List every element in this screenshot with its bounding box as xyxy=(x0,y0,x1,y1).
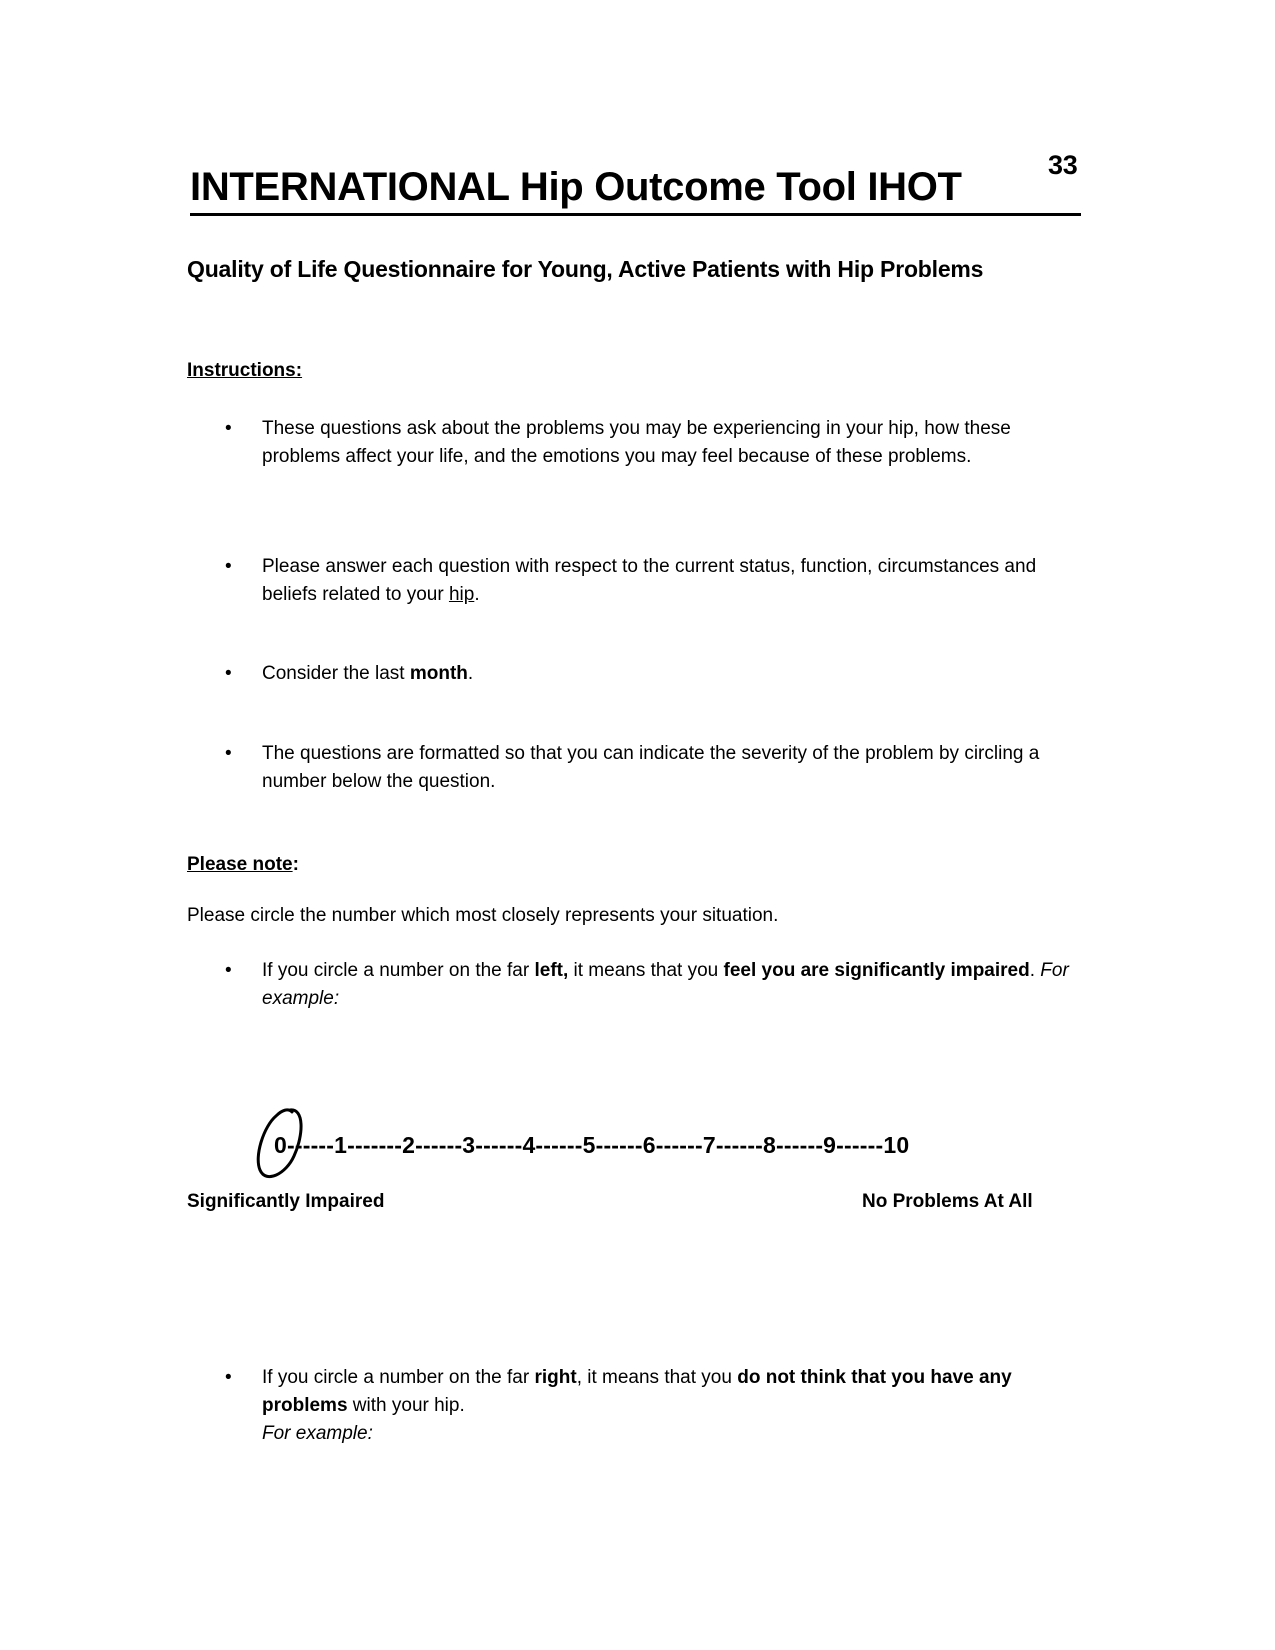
note-intro: Please circle the number which most closely represents your situation. xyxy=(187,905,779,926)
bullet-icon: • xyxy=(225,418,232,439)
bullet-icon: • xyxy=(225,556,232,577)
bullet-icon: • xyxy=(225,743,232,764)
right-example-i1: For example: xyxy=(262,1423,373,1444)
document-title xyxy=(190,150,1081,209)
left-example-t2: it means that you xyxy=(568,960,724,981)
instruction-item-3-end: . xyxy=(467,663,474,684)
instruction-item-2-end: . xyxy=(474,584,480,605)
left-example-b2: feel you are significantly impaired xyxy=(723,960,1030,981)
note-heading xyxy=(187,854,299,876)
title-underline xyxy=(190,213,1081,216)
instruction-item-4: The questions are formatted so that you can indicate the severity of the problem by circling a number below the question. xyxy=(262,743,1040,792)
hand-drawn-circle-icon xyxy=(252,1104,312,1184)
instruction-item-2-underlined: hip xyxy=(448,584,475,605)
instructions-heading-text: Instructions: xyxy=(187,360,303,381)
left-example-b1: left, xyxy=(534,960,569,981)
title-superscript: 33 xyxy=(1048,150,1078,180)
left-example-i1: For example: xyxy=(262,960,1069,1009)
instruction-item-1: These questions ask about the problems you may be experiencing in your hip, how these problems affect your life, and the emotions you may feel because of these problems. xyxy=(262,418,1011,467)
instruction-item-2-text: Please answer each question with respect to the current status, function, circumstances and beliefs related to your xyxy=(262,556,1037,605)
bullet-icon: • xyxy=(225,960,232,981)
document-title-text: INTERNATIONAL Hip Outcome Tool IHOT xyxy=(190,165,962,209)
instruction-item-2 xyxy=(262,553,1092,609)
right-example-t2: , it means that you xyxy=(576,1367,738,1388)
note-heading-suffix: : xyxy=(292,854,299,875)
note-heading-text: Please note xyxy=(187,854,293,875)
bullet-icon: • xyxy=(225,1367,232,1388)
right-example-b1: right xyxy=(534,1367,577,1388)
instruction-item-3 xyxy=(262,660,1092,688)
rating-scale: 0------1-------2------3------4------5------6------7------8------9------10 xyxy=(274,1132,910,1158)
right-example-t1: If you circle a number on the far xyxy=(262,1367,535,1388)
instructions-heading xyxy=(187,360,302,382)
right-example-b2: do not think that you have any problems xyxy=(262,1367,1012,1416)
right-example-t3: with your hip. xyxy=(347,1395,465,1416)
scale-left-anchor: Significantly Impaired xyxy=(187,1191,385,1212)
bullet-icon: • xyxy=(225,663,232,684)
left-example-t3: . xyxy=(1029,960,1041,981)
scale-right-anchor: No Problems At All xyxy=(862,1191,1033,1212)
instruction-item-3-text: Consider the last xyxy=(262,663,410,684)
left-example-text xyxy=(262,957,1082,1013)
document-subtitle: Quality of Life Questionnaire for Young, Active Patients with Hip Problems xyxy=(187,256,984,282)
left-example-t1: If you circle a number on the far xyxy=(262,960,535,981)
instruction-item-3-bold: month xyxy=(409,663,468,684)
right-example-text xyxy=(262,1364,1092,1448)
